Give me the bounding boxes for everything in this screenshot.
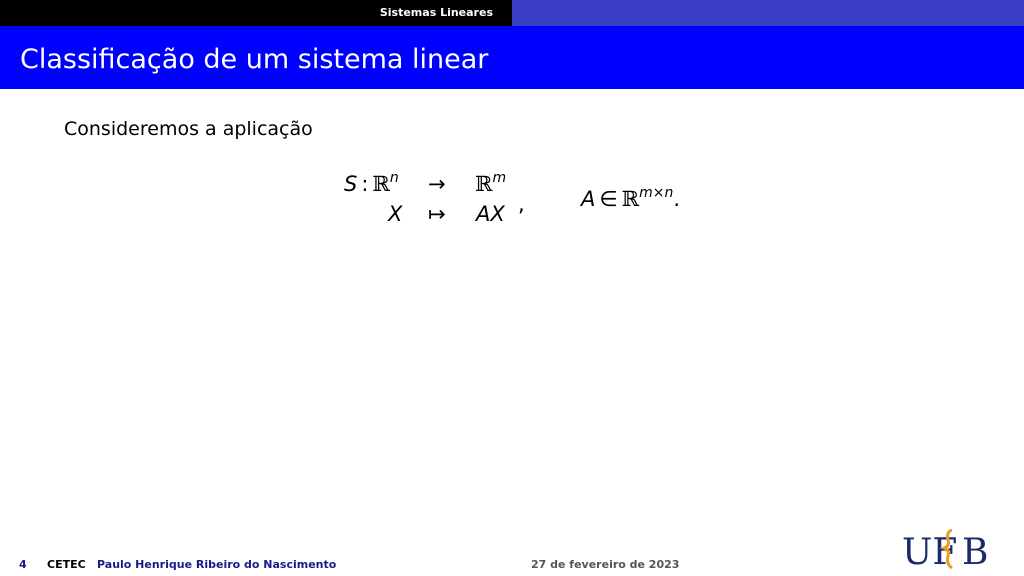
image-ax: AX [476, 202, 505, 226]
domain-exponent: n [389, 170, 399, 186]
top-navigation-bar [0, 0, 1024, 26]
codomain-exponent: m [492, 170, 507, 186]
intro-text: Consideremos a aplicação [64, 118, 313, 140]
period: . [673, 187, 681, 211]
presentation-date: 27 de fevereiro de 2023 [531, 558, 680, 571]
matrix-membership [581, 187, 680, 214]
arrow-symbol: → [428, 172, 446, 196]
codomain-group [475, 172, 506, 199]
frame-title-bar [0, 26, 1024, 89]
matrix-name: A [581, 187, 596, 211]
mapsto-symbol: ↦ [428, 202, 446, 226]
colon: : [361, 172, 369, 196]
footer [0, 556, 1024, 574]
topbar-right-panel [512, 0, 1024, 26]
domain-set: ℝ [372, 172, 390, 196]
codomain-set: ℝ [475, 172, 493, 196]
map-name: S [344, 172, 358, 196]
map-definition-row [344, 172, 399, 199]
author-name: Paulo Henrique Ribeiro do Nascimento [97, 558, 337, 571]
institution: CETEC [47, 558, 86, 571]
matrix-space: ℝ [621, 187, 640, 211]
logo-text-left: UF [902, 532, 958, 572]
frame-title: Classificação de um sistema linear [20, 44, 489, 75]
matrix-dimensions: m×n [639, 185, 674, 201]
element-of-symbol: ∈ [599, 187, 618, 211]
comma: , [518, 192, 525, 216]
logo-text-right: B [962, 532, 989, 572]
section-title[interactable]: Sistemas Lineares [379, 6, 493, 19]
element-x: X [388, 202, 403, 226]
ufrb-logo [902, 524, 1002, 572]
page-number[interactable]: 4 [19, 558, 27, 571]
